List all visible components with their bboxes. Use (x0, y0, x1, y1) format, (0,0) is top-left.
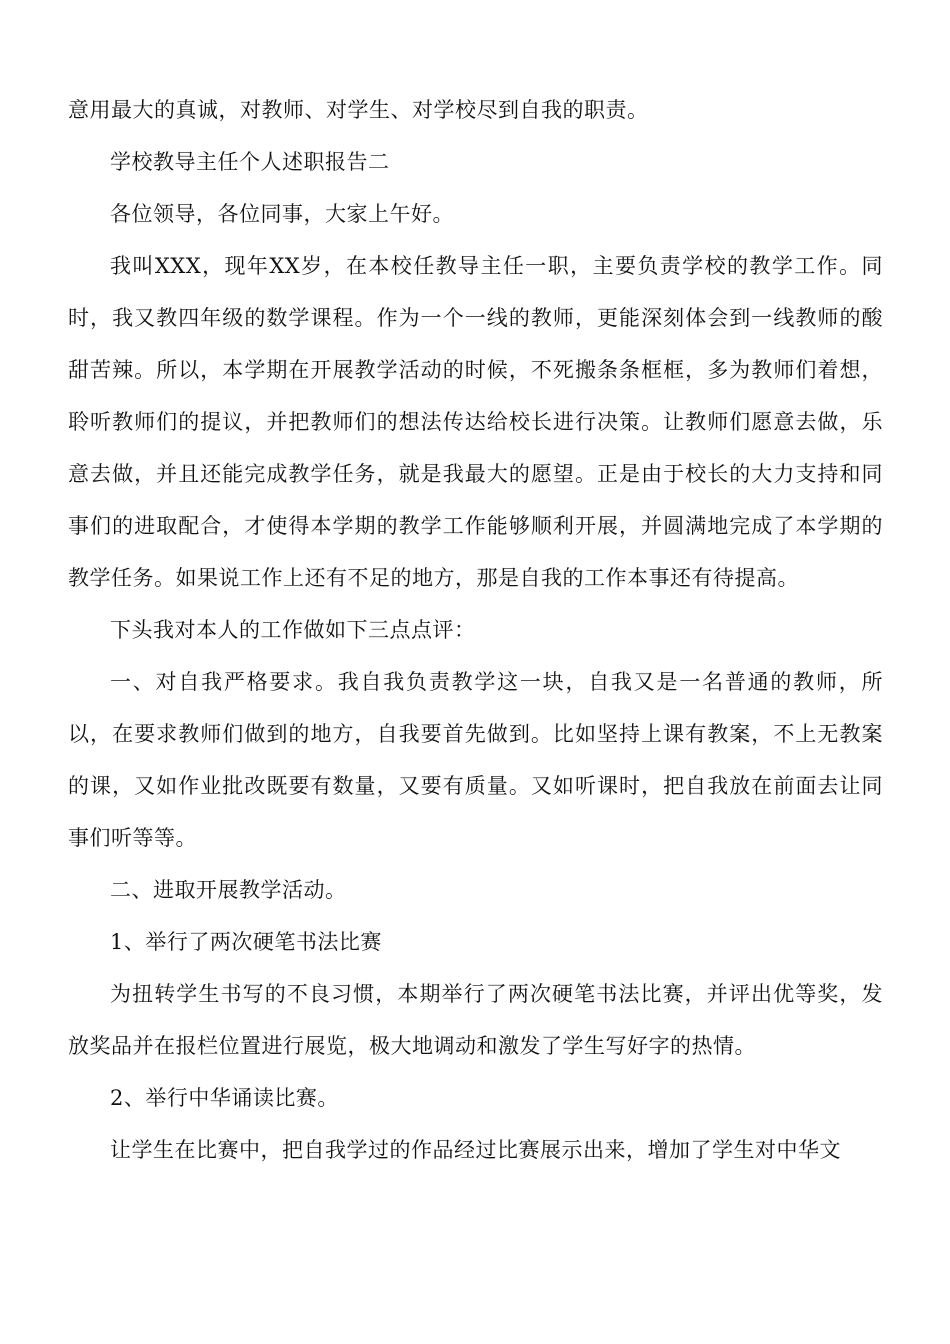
point-one-paragraph: 一、对自我严格要求。我自我负责教学这一块，自我又是一名普通的教师，所以，在要求教师们做到的地方，自我要首先做到。比如坚持上课有教案，不上无教案的课，又如作业批改既要有数量，又要有质量。又如听课时，把自我放在前面去让同事们听等等。 (68, 670, 883, 850)
point-two-heading: 二、进取开展教学活动。 (110, 878, 347, 902)
sub-item-one-heading: 1、举行了两次硬笔书法比赛 (110, 930, 382, 954)
intro-paragraph: 我叫XXX，现年XX岁，在本校任教导主任一职，主要负责学校的教学工作。同时，我又教四年级的数学课程。作为一个一线的教师，更能深刻体会到一线教师的酸甜苦辣。所以，本学期在开展教学活动的时候，不死搬条条框框，多为教师们着想，聆听教师们的提议，并把教师们的想法传达给校长进行决策。让教师们愿意去做，乐意去做，并且还能完成教学任务，就是我最大的愿望。正是由于校长的大力支持和同事们的进取配合，才使得本学期的教学工作能够顺利开展，并圆满地完成了本学期的教学任务。如果说工作上还有不足的地方，那是自我的工作本事还有待提高。 (68, 254, 883, 590)
review-lead-paragraph: 下头我对本人的工作做如下三点点评： (110, 618, 476, 642)
sub-item-two-paragraph: 让学生在比赛中，把自我学过的作品经过比赛展示出来，增加了学生对中华文 (110, 1138, 841, 1162)
greeting-paragraph: 各位领导，各位同事，大家上午好。 (110, 202, 454, 226)
report-heading: 学校教导主任个人述职报告二 (110, 150, 390, 174)
sub-item-two-heading: 2、举行中华诵读比赛。 (110, 1086, 339, 1110)
paragraph-continuation: 意用最大的真诚，对教师、对学生、对学校尽到自我的职责。 (68, 98, 649, 122)
sub-item-one-paragraph: 为扭转学生书写的不良习惯，本期举行了两次硬笔书法比赛，并评出优等奖，发放奖品并在报栏位置进行展览，极大地调动和激发了学生写好字的热情。 (68, 982, 883, 1058)
document-body (68, 84, 883, 1176)
